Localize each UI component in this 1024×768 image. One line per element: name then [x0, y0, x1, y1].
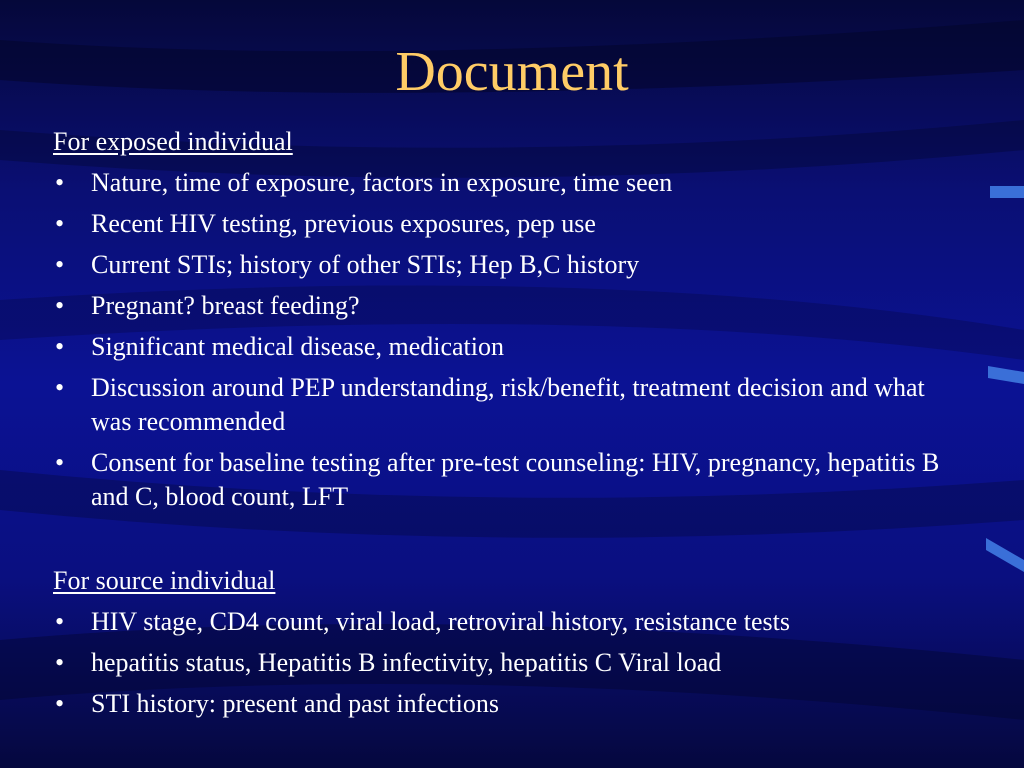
list-item: [53, 289, 953, 323]
bullet-text: Pregnant? breast feeding?: [91, 291, 360, 320]
bullet-dot-icon: •: [55, 250, 65, 279]
section-heading-source: For source individual: [53, 566, 276, 595]
section-heading-exposed: For exposed individual: [53, 127, 293, 156]
bullet-dot-icon: •: [55, 689, 65, 718]
bullet-text: HIV stage, CD4 count, viral load, retroviral history, resistance tests: [91, 607, 790, 636]
bullet-dot-icon: •: [55, 168, 65, 197]
list-item: [53, 248, 953, 282]
list-item: [53, 446, 953, 514]
list-item: [53, 646, 953, 680]
bullet-text: Significant medical disease, medication: [91, 332, 504, 361]
bullet-text: Current STIs; history of other STIs; Hep B,C history: [91, 250, 640, 279]
list-item: [53, 687, 953, 721]
bullet-dot-icon: •: [55, 373, 65, 402]
bullet-dot-icon: •: [55, 209, 65, 238]
list-item: [53, 330, 953, 364]
bullet-dot-icon: •: [55, 607, 65, 636]
bullet-text: Discussion around PEP understanding, risk/benefit, treatment decision and what was recommended: [91, 373, 925, 436]
list-item: [53, 166, 953, 200]
bullet-text: Recent HIV testing, previous exposures, pep use: [91, 209, 596, 238]
source-bullet-list: [53, 605, 953, 728]
bullet-text: Nature, time of exposure, factors in exposure, time seen: [91, 168, 673, 197]
bullet-text: Consent for baseline testing after pre-test counseling: HIV, pregnancy, hepatitis B and C, blood count, LFT: [91, 448, 940, 511]
bullet-dot-icon: •: [55, 291, 65, 320]
bullet-text: hepatitis status, Hepatitis B infectivity, hepatitis C Viral load: [91, 648, 722, 677]
exposed-bullet-list: [53, 166, 953, 521]
list-item: [53, 207, 953, 241]
bullet-text: STI history: present and past infections: [91, 689, 499, 718]
bullet-dot-icon: •: [55, 648, 65, 677]
list-item: [53, 605, 953, 639]
bullet-dot-icon: •: [55, 448, 65, 477]
bullet-dot-icon: •: [55, 332, 65, 361]
slide-title: Document: [395, 41, 629, 103]
list-item: [53, 371, 953, 439]
